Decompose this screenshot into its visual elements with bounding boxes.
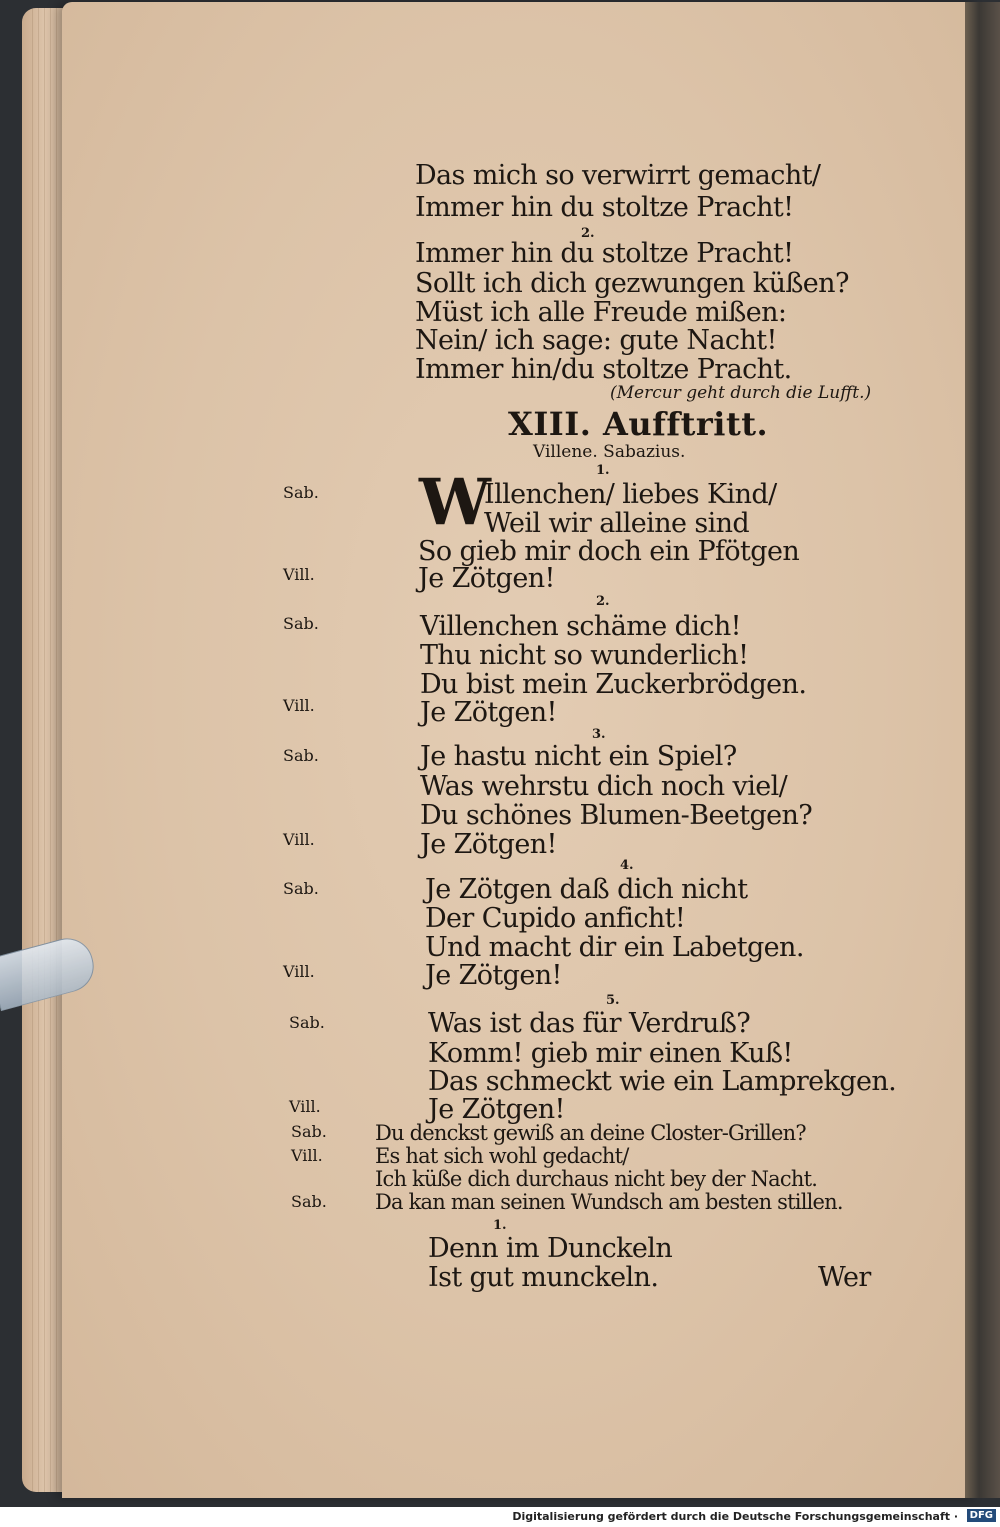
catchword: Wer <box>818 1262 871 1293</box>
verse-line: Je Zötgen! <box>428 1094 565 1125</box>
speaker-label: Vill. <box>283 830 315 849</box>
dfg-logo: DFG <box>967 1509 996 1522</box>
verse-line: Je Zötgen! <box>420 697 557 728</box>
verse-line: Komm! gieb mir einen Kuß! <box>428 1038 793 1069</box>
verse-line: Das mich so verwirrt gemacht/ <box>415 160 821 191</box>
speaker-label: Sab. <box>283 614 319 633</box>
speaker-label: Sab. <box>291 1192 327 1211</box>
verse-line: Denn im Dunckeln <box>428 1233 673 1264</box>
verse-line: Immer hin/du stoltze Pracht. <box>415 354 792 385</box>
speaker-label: Sab. <box>291 1122 327 1141</box>
stanza-number: 3. <box>592 727 606 742</box>
stanza-number: 2. <box>581 226 595 241</box>
scene-title: XIII. Aufftritt. <box>508 405 769 443</box>
verse-line: Sollt ich dich gezwungen küßen? <box>415 268 849 299</box>
verse-line: Das schmeckt wie ein Lamprekgen. <box>428 1066 897 1097</box>
verse-line: Du bist mein Zuckerbrödgen. <box>420 669 807 700</box>
verse-line: Je Zötgen daß dich nicht <box>425 874 748 905</box>
verse-line: Villenchen schäme dich! <box>420 611 741 642</box>
stanza-number: 1. <box>493 1218 507 1233</box>
stanza-number: 2. <box>596 594 610 609</box>
stanza-number: 1. <box>596 463 610 478</box>
cast-list: Villene. Sabazius. <box>533 442 686 462</box>
footer-bar <box>0 1507 1000 1527</box>
verse-line: Was ist das für Verdruß? <box>428 1008 751 1039</box>
book-gutter <box>965 2 1000 1498</box>
verse-line: Je Zötgen! <box>425 960 562 991</box>
speaker-label: Vill. <box>289 1097 321 1116</box>
verse-line: Nein/ ich sage: gute Nacht! <box>415 325 777 356</box>
dialogue-line: Es hat sich wohl gedacht/ <box>375 1144 629 1168</box>
verse-line: Thu nicht so wunderlich! <box>420 640 749 671</box>
verse-line: Illenchen/ liebes Kind/ <box>484 479 777 510</box>
verse-line: Müst ich alle Freude mißen: <box>415 297 787 328</box>
verse-line: Je Zötgen! <box>418 563 555 594</box>
speaker-label: Sab. <box>283 483 319 502</box>
verse-line: So gieb mir doch ein Pfötgen <box>418 536 800 567</box>
speaker-label: Vill. <box>283 962 315 981</box>
verse-line: Je Zötgen! <box>420 829 557 860</box>
dialogue-line: Du denckst gewiß an deine Closter-Grillen? <box>375 1121 806 1145</box>
speaker-label: Vill. <box>283 696 315 715</box>
verse-line: Je hastu nicht ein Spiel? <box>420 741 737 772</box>
speaker-label: Vill. <box>291 1146 323 1165</box>
verse-line: Und macht dir ein Labetgen. <box>425 932 804 963</box>
verse-line: Ist gut munckeln. <box>428 1262 659 1293</box>
speaker-label: Sab. <box>289 1013 325 1032</box>
verse-line: Was wehrstu dich noch viel/ <box>420 771 788 802</box>
stage-direction: (Mercur geht durch die Lufft.) <box>610 383 872 403</box>
speaker-label: Sab. <box>283 879 319 898</box>
verse-line: Der Cupido anficht! <box>425 903 686 934</box>
verse-line: Du schönes Blumen-Beetgen? <box>420 800 813 831</box>
stanza-number: 5. <box>606 993 620 1008</box>
dialogue-line: Da kan man seinen Wundsch am besten stillen. <box>375 1190 843 1214</box>
funding-credit: Digitalisierung gefördert durch die Deutsche Forschungsgemeinschaft · <box>512 1510 958 1523</box>
stanza-number: 4. <box>620 858 634 873</box>
speaker-label: Sab. <box>283 746 319 765</box>
speaker-label: Vill. <box>283 565 315 584</box>
dialogue-line: Ich küße dich durchaus nicht bey der Nacht. <box>375 1167 818 1191</box>
verse-line: Immer hin du stoltze Pracht! <box>415 238 794 269</box>
verse-line: Weil wir alleine sind <box>484 508 750 539</box>
drop-cap-initial: W <box>419 465 491 540</box>
verse-line: Immer hin du stoltze Pracht! <box>415 192 794 223</box>
